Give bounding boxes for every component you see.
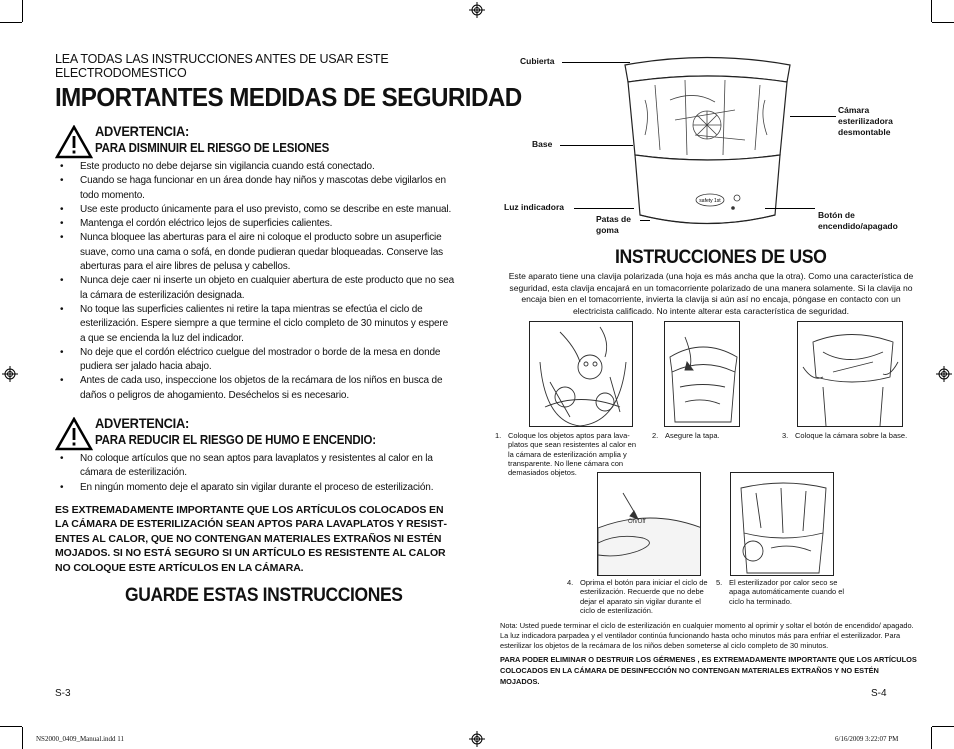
step-4-illustration xyxy=(597,472,701,576)
list-item: • No deje que el cordón eléctrico cuelgue del mostrador o borde de la mesa en donde pudiera ser jalado hacia abajo. xyxy=(55,346,455,375)
label-camara: Cámara esterilizadora desmontable xyxy=(838,105,893,137)
list-item: • Este producto no debe dejarse sin vigilancia cuando está conectado. xyxy=(55,160,455,174)
on-off-label: On/Off xyxy=(628,519,646,525)
label-luz-indicadora: Luz indicadora xyxy=(504,202,564,212)
important-bold-paragraph: ES EXTREMADAMENTE IMPORTANTE QUE LOS ARTÍCULOS COLOCADOS EN LA CÁMARA DE ESTERILIZACIÓN SEAN APTOS PARA LAVAPLATOS Y RESISTENTES AL CALOR, QUE NO CONTENGAN MATERIALES EXTRAÑOS NI ESTÉN MOJADOS. SI NO ESTÁ SEGURO SI UN ARTÍCULO ES RESISTENTE AL CALOR NO COLOQUE ESTE ARTÍCULOS EN LA CÁMARA. xyxy=(55,503,447,574)
label-boton: Botón de encendido/apagado xyxy=(818,210,898,231)
registration-mark-icon xyxy=(2,366,18,382)
list-item: • En ningún momento deje el aparato sin vigilar durante el proceso de esterilización. xyxy=(55,481,455,495)
page-title: IMPORTANTES MEDIDAS DE SEGURIDAD xyxy=(55,82,522,112)
warning-fire-block xyxy=(55,415,455,447)
fire-warning-list xyxy=(55,452,455,495)
crop-mark xyxy=(931,727,932,749)
list-item: • Antes de cada uso, inspeccione los objetos de la recámara de los niños en busca de daños o peligros de ahogamiento. Deséchelos si es necesario. xyxy=(55,374,455,403)
date-slug: 6/16/2009 3:22:07 PM xyxy=(835,735,899,743)
warning-injury-block xyxy=(55,123,455,155)
list-item: • Use este producto únicamente para el uso previsto, como se describe en este manual. xyxy=(55,203,455,217)
crop-mark xyxy=(22,0,23,22)
warning-triangle-icon xyxy=(55,125,93,159)
step-3: 3. Coloque la cámara sobre la base. xyxy=(782,431,908,440)
step-1: 1. Coloque los objetos aptos para lavaplatos que sean resistentes al calor en la cámara de esterilización amplia y transparente. No llene cámara con demasiados objetos. xyxy=(495,431,636,478)
registration-mark-icon xyxy=(936,366,952,382)
label-base: Base xyxy=(532,139,553,149)
step-5: 5. El esterilizador por calor seco se apaga automáticamente cuando el ciclo ha terminado. xyxy=(716,578,845,606)
crop-mark xyxy=(22,727,23,749)
step-3-illustration xyxy=(797,321,903,427)
step-4: 4. Oprima el botón para iniciar el ciclo de esterilización. Recuerde que no debe dejar el aparato sin vigilar durante el ciclo de esterilización. xyxy=(567,578,708,615)
crop-mark xyxy=(0,22,22,23)
label-patas-de-goma: Patas de goma xyxy=(596,214,631,235)
crop-mark xyxy=(932,726,954,727)
note-paragraph: Nota: Usted puede terminar el ciclo de esterilización en cualquier momento al oprimir y soltar el botón de encendido/ apagado. La luz indicadora parpadea y el ventilador continúa funcionando hasta ocho minutos más para enfriar el esterilizador. Para esterilizar los objetos de la recámara de los niños deben someterse al ciclo completo de 30 minutos. xyxy=(500,621,914,650)
crop-mark xyxy=(0,726,22,727)
warning-heading: ADVERTENCIA: xyxy=(95,415,190,432)
crop-mark xyxy=(931,0,932,22)
list-item: • Nunca bloquee las aberturas para el aire ni coloque el producto sobre un asuperficie suave, como una cama o sofá, en donde pudieran quedar bloqueadas. Conserve las aberturas para el aire libres de pelusa y cabellos. xyxy=(55,231,455,274)
crop-mark xyxy=(932,22,954,23)
list-item: • Cuando se haga funcionar en un área donde hay niños y mascotas debe vigilarlos en todo momento. xyxy=(55,174,455,203)
step-2: 2. Asegure la tapa. xyxy=(652,431,720,440)
list-item: • No toque las superficies calientes ni retire la tapa mientras se efectúa el ciclo de esterilización. Espere siempre a que termine el ciclo completo de 30 minutos y espere a que se encienda la luz del indicador. xyxy=(55,303,455,346)
read-all-instructions-note: LEA TODAS LAS INSTRUCCIONES ANTES DE USAR ESTE ELECTRODOMESTICO xyxy=(55,52,389,80)
left-page xyxy=(55,52,522,607)
leader-line xyxy=(562,62,630,63)
polarized-plug-paragraph: Este aparato tiene una clavija polarizada (una hoja es más ancha que la otra). Como una característica de seguridad, esta clavija encajará en un tomacorriente polarizado de una manera solamente. Si la clavija no encaja bien en el tomacorriente, invierta la clavija si aún así no encaja, póngase en contacto con un electricista calificado. No intente alterar esta característica de seguridad. xyxy=(508,271,914,316)
registration-mark-icon xyxy=(469,2,485,18)
warning-triangle-icon xyxy=(55,417,93,451)
list-item: • Nunca deje caer ni inserte un objeto en cualquier abertura de este producto que no sea la cámara de esterilización designada. xyxy=(55,274,455,303)
leader-line xyxy=(640,220,650,221)
brand-logo: safety 1st xyxy=(699,198,721,204)
list-item: • Mantenga el cordón eléctrico lejos de superficies calientes. xyxy=(55,217,455,231)
leader-line xyxy=(765,208,815,209)
page-number-right: S-4 xyxy=(871,688,887,699)
warning-subheading: PARA REDUCIR EL RIESGO DE HUMO E ENCENDIO: xyxy=(95,433,376,448)
warning-heading: ADVERTENCIA: xyxy=(95,123,190,139)
registration-mark-icon xyxy=(469,731,485,747)
warning-subheading: PARA DISMINUIR EL RIESGO DE LESIONES xyxy=(95,141,330,155)
step-5-illustration xyxy=(730,472,834,576)
usage-title: INSTRUCCIONES DE USO xyxy=(615,247,827,268)
save-instructions-heading: GUARDE ESTAS INSTRUCCIONES xyxy=(125,585,403,607)
leader-line xyxy=(560,145,633,146)
page-number-left: S-3 xyxy=(55,688,71,699)
list-item: • No coloque artículos que no sean aptos para lavaplatos y resistentes al calor en la cámara de esterilización. xyxy=(55,452,455,481)
leader-line xyxy=(790,116,836,117)
file-slug: NS2000_0409_Manual.indd 11 xyxy=(36,735,125,743)
injury-warning-list xyxy=(55,160,455,403)
label-cubierta: Cubierta xyxy=(520,56,555,66)
sterilizer-diagram xyxy=(615,40,800,235)
step-2-illustration xyxy=(664,321,740,427)
leader-line xyxy=(574,208,634,209)
step-1-illustration xyxy=(529,321,633,427)
germs-bold-note: PARA PODER ELIMINAR O DESTRUIR LOS GÉRMENES , ES EXTREMADAMENTE IMPORTANTE QUE LOS ARTÍCULOS COLOCADOS EN LA CÁMARA DE DESINFECCIÓN NO CONTENGAN MATERIALES EXTRAÑOS Y NO ESTÉN MOJADOS. xyxy=(500,655,917,686)
